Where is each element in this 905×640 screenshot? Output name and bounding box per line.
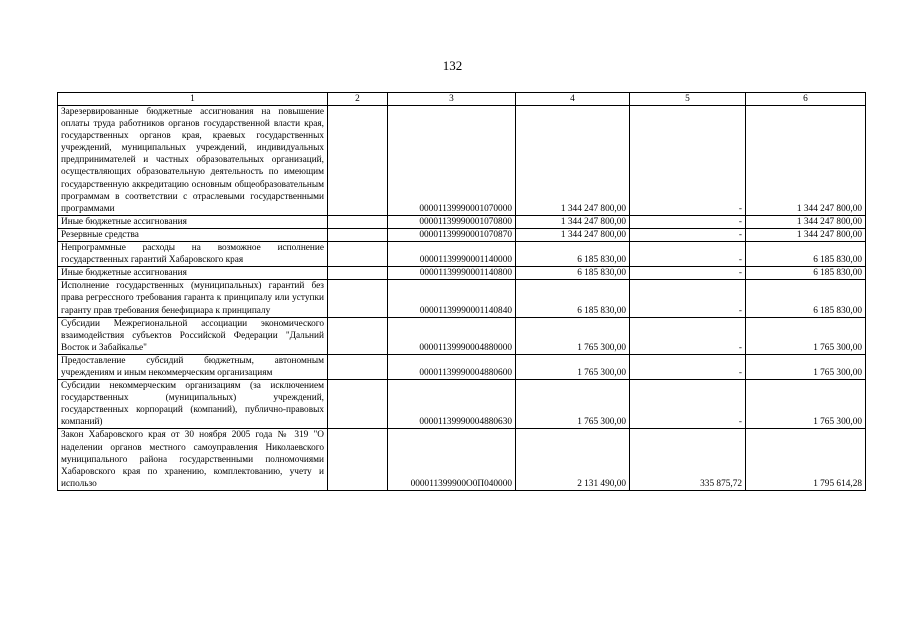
row-amount-cell: 1 765 300,00 <box>516 317 630 354</box>
row-name-cell: Зарезервированные бюджетные ассигнования на повышение оплаты труда работников органов государственной власти края, государственных органов края, краевых государственных учреждений, муниципальных учреждений, индивидуальных предпринимателей и частных образовательных организаций, осуществляющих образовательную деятельность по имеющим государственную аккредитацию основным общеобразовательным программам в соответствии с отраслевыми государственными программами <box>58 106 328 216</box>
row-amount-cell: 1 344 247 800,00 <box>516 106 630 216</box>
row-code-cell: 00001139990001070000 <box>388 106 516 216</box>
row-col2-cell <box>328 267 388 280</box>
table-header-row <box>58 93 866 106</box>
row-total-cell: 1 344 247 800,00 <box>746 106 866 216</box>
column-header-1: 1 <box>58 93 328 106</box>
row-col5-cell: - <box>630 280 746 317</box>
row-col5-cell: - <box>630 317 746 354</box>
row-total-cell: 6 185 830,00 <box>746 280 866 317</box>
table-row <box>58 317 866 354</box>
row-code-cell: 00001139990004880600 <box>388 354 516 379</box>
row-amount-cell: 1 344 247 800,00 <box>516 228 630 241</box>
row-code-cell: 00001139990001140840 <box>388 280 516 317</box>
row-col5-cell: 335 875,72 <box>630 429 746 490</box>
row-col2-cell <box>328 380 388 429</box>
row-code-cell: 000011399900О0П040000 <box>388 429 516 490</box>
row-col5-cell: - <box>630 267 746 280</box>
row-name-cell: Предоставление субсидий бюджетным, автономным учреждениям и иным некоммерческим организациям <box>58 354 328 379</box>
row-total-cell: 6 185 830,00 <box>746 267 866 280</box>
table-row <box>58 429 866 490</box>
column-header-5: 5 <box>630 93 746 106</box>
table-row <box>58 354 866 379</box>
row-code-cell: 00001139990001070800 <box>388 215 516 228</box>
row-name-cell: Иные бюджетные ассигнования <box>58 215 328 228</box>
row-col5-cell: - <box>630 242 746 267</box>
row-name-cell: Иные бюджетные ассигнования <box>58 267 328 280</box>
row-amount-cell: 1 765 300,00 <box>516 354 630 379</box>
row-col5-cell: - <box>630 354 746 379</box>
row-total-cell: 1 765 300,00 <box>746 380 866 429</box>
table-row <box>58 228 866 241</box>
column-header-2: 2 <box>328 93 388 106</box>
row-col5-cell: - <box>630 215 746 228</box>
row-col2-cell <box>328 317 388 354</box>
table-row <box>58 267 866 280</box>
row-name-cell: Непрограммные расходы на возможное исполнение государственных гарантий Хабаровского края <box>58 242 328 267</box>
row-amount-cell: 1 765 300,00 <box>516 380 630 429</box>
row-col5-cell: - <box>630 106 746 216</box>
row-col2-cell <box>328 354 388 379</box>
row-name-cell: Закон Хабаровского края от 30 ноября 2005 года № 319 "О наделении органов местного самоуправления Николаевского муниципального района государственными полномочиями Хабаровского края по хранению, комплектованию, учету и использо <box>58 429 328 490</box>
row-code-cell: 00001139990001140800 <box>388 267 516 280</box>
page-number: 132 <box>442 58 463 73</box>
table-row <box>58 380 866 429</box>
budget-table <box>57 92 866 491</box>
row-amount-cell: 6 185 830,00 <box>516 267 630 280</box>
row-total-cell: 1 765 300,00 <box>746 354 866 379</box>
row-total-cell: 6 185 830,00 <box>746 242 866 267</box>
row-code-cell: 00001139990004880000 <box>388 317 516 354</box>
row-col5-cell: - <box>630 228 746 241</box>
row-amount-cell: 2 131 490,00 <box>516 429 630 490</box>
row-total-cell: 1 765 300,00 <box>746 317 866 354</box>
row-col2-cell <box>328 215 388 228</box>
row-code-cell: 00001139990004880630 <box>388 380 516 429</box>
column-header-4: 4 <box>516 93 630 106</box>
row-col5-cell: - <box>630 380 746 429</box>
table-row <box>58 106 866 216</box>
table-row <box>58 215 866 228</box>
row-name-cell: Субсидии Межрегиональной ассоциации экономического взаимодействия субъектов Российской Федерации "Дальний Восток и Забайкалье" <box>58 317 328 354</box>
row-total-cell: 1 344 247 800,00 <box>746 228 866 241</box>
row-col2-cell <box>328 242 388 267</box>
row-col2-cell <box>328 280 388 317</box>
row-col2-cell <box>328 106 388 216</box>
table-row <box>58 280 866 317</box>
table-row <box>58 242 866 267</box>
row-name-cell: Исполнение государственных (муниципальных) гарантий без права регрессного требования гаранта к принципалу или уступки гаранту прав требования бенефициара к принципалу <box>58 280 328 317</box>
row-total-cell: 1 795 614,28 <box>746 429 866 490</box>
row-amount-cell: 1 344 247 800,00 <box>516 215 630 228</box>
row-amount-cell: 6 185 830,00 <box>516 242 630 267</box>
row-col2-cell <box>328 429 388 490</box>
row-name-cell: Резервные средства <box>58 228 328 241</box>
row-code-cell: 00001139990001140000 <box>388 242 516 267</box>
row-total-cell: 1 344 247 800,00 <box>746 215 866 228</box>
column-header-3: 3 <box>388 93 516 106</box>
row-col2-cell <box>328 228 388 241</box>
column-header-6: 6 <box>746 93 866 106</box>
row-amount-cell: 6 185 830,00 <box>516 280 630 317</box>
row-name-cell: Субсидии некоммерческим организациям (за исключением государственных (муниципальных) учреждений, государственных корпораций (компаний), публично-правовых компаний) <box>58 380 328 429</box>
row-code-cell: 00001139990001070870 <box>388 228 516 241</box>
